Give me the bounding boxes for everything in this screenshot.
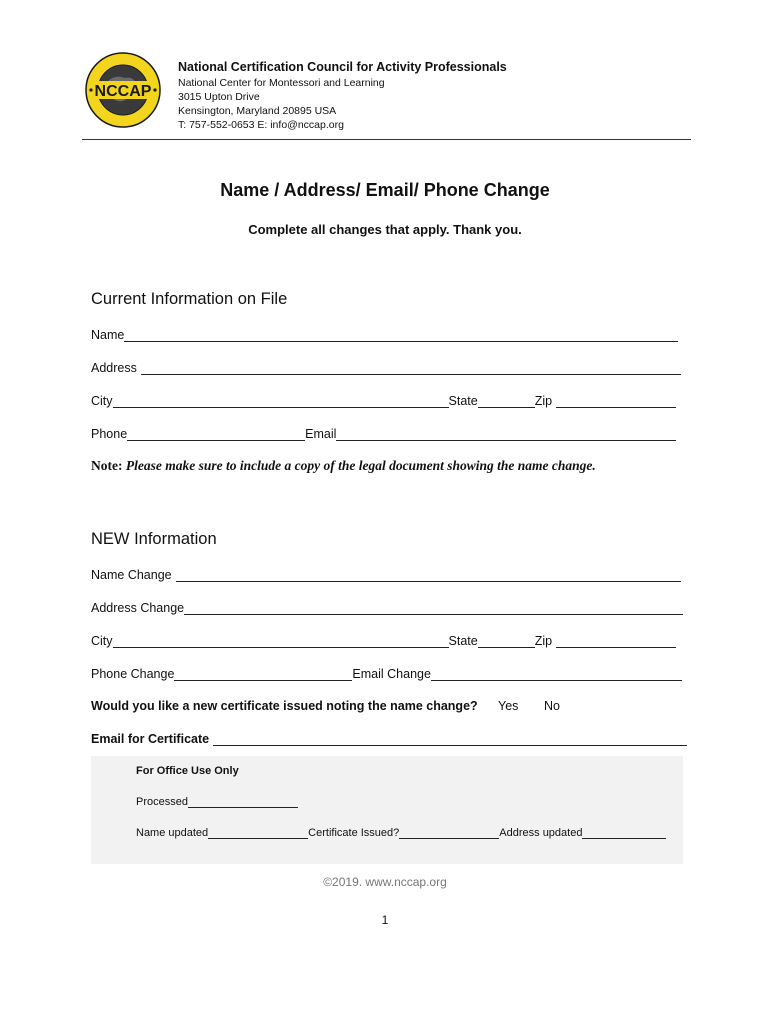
new-name-row (91, 568, 681, 582)
new-city-row (91, 634, 676, 648)
page-title: Name / Address/ Email/ Phone Change (220, 180, 550, 200)
current-address-label: Address (91, 361, 137, 375)
current-state-field[interactable] (478, 394, 535, 408)
address-updated-label: Address updated (499, 827, 583, 839)
note-label: Note: (91, 458, 123, 473)
current-zip-field[interactable] (556, 394, 676, 408)
email-certificate-field[interactable] (213, 732, 687, 746)
email-certificate-row (91, 732, 687, 746)
processed-row (136, 796, 298, 808)
new-city-label: City (91, 634, 113, 648)
current-phone-label: Phone (91, 427, 128, 441)
page-subtitle: Complete all changes that apply. Thank you. (248, 222, 522, 237)
current-name-field[interactable] (124, 328, 678, 342)
current-phone-row (91, 427, 676, 441)
new-certificate-question: Would you like a new certificate issued noting the name change? (91, 699, 478, 713)
new-info-heading: NEW Information (91, 530, 217, 548)
name-change-field[interactable] (176, 568, 681, 582)
current-email-field[interactable] (336, 427, 676, 441)
logo-text: NCCAP (94, 83, 152, 100)
processed-label: Processed (136, 796, 188, 808)
org-address-1: 3015 Upton Drive (178, 91, 260, 103)
processed-field[interactable] (188, 796, 298, 808)
new-city-field[interactable] (113, 634, 449, 648)
current-address-row (91, 361, 681, 375)
office-use-title: For Office Use Only (136, 765, 239, 777)
current-info-heading: Current Information on File (91, 290, 288, 308)
new-state-field[interactable] (478, 634, 535, 648)
current-city-field[interactable] (113, 394, 449, 408)
email-certificate-label: Email for Certificate (91, 732, 210, 746)
legal-note (91, 458, 596, 474)
phone-change-label: Phone Change (91, 667, 175, 681)
name-updated-field[interactable] (208, 827, 308, 839)
email-change-label: Email Change (352, 667, 431, 681)
current-zip-label: Zip (534, 394, 553, 408)
name-updated-label: Name updated (136, 827, 209, 839)
org-sub: National Center for Montessori and Learning (178, 77, 385, 89)
address-updated-field[interactable] (582, 827, 666, 839)
org-name: National Certification Council for Activity Professionals (178, 60, 507, 74)
current-name-label: Name (91, 328, 125, 342)
new-zip-label: Zip (534, 634, 553, 648)
email-change-field[interactable] (431, 667, 682, 681)
current-address-field[interactable] (141, 361, 681, 375)
address-change-field[interactable] (184, 601, 683, 615)
no-option[interactable]: No (544, 699, 560, 713)
certificate-issued-label: Certificate Issued? (308, 827, 400, 839)
org-contact: T: 757-552-0653 E: info@nccap.org (178, 119, 344, 131)
new-zip-field[interactable] (556, 634, 676, 648)
phone-change-field[interactable] (174, 667, 352, 681)
nccap-logo (85, 52, 161, 128)
office-updates-row (136, 827, 666, 839)
current-city-row (91, 394, 676, 408)
current-state-label: State (448, 394, 478, 408)
current-phone-field[interactable] (127, 427, 305, 441)
current-email-label: Email (305, 427, 337, 441)
header-divider (82, 139, 691, 140)
current-city-label: City (91, 394, 113, 408)
new-phone-row (91, 667, 682, 681)
footer-copyright: ©2019. www.nccap.org (323, 875, 447, 889)
new-state-label: State (448, 634, 478, 648)
current-name-row (91, 328, 678, 342)
org-address-2: Kensington, Maryland 20895 USA (178, 105, 337, 117)
name-change-label: Name Change (91, 568, 172, 582)
note-text: Please make sure to include a copy of the legal document showing the name change. (125, 458, 596, 473)
address-change-label: Address Change (91, 601, 185, 615)
yes-option[interactable]: Yes (498, 699, 519, 713)
new-address-row (91, 601, 683, 615)
certificate-issued-field[interactable] (399, 827, 499, 839)
page-number: 1 (381, 913, 389, 927)
